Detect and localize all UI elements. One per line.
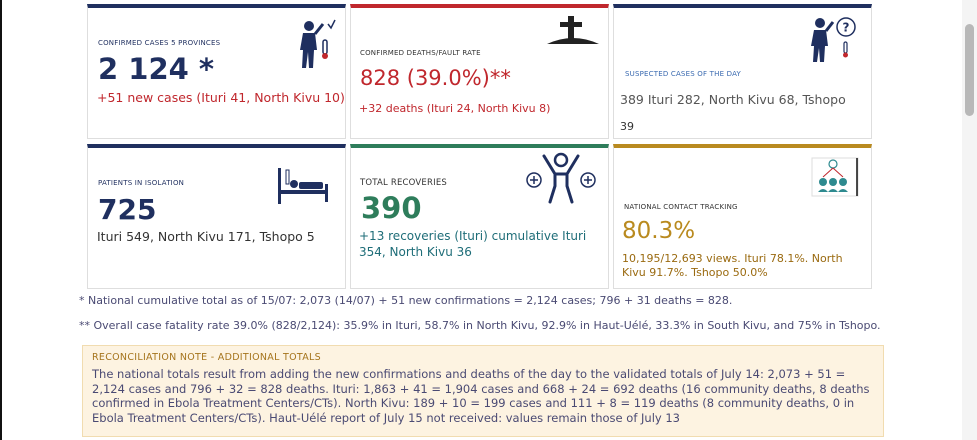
left-border (0, 0, 2, 440)
confirmed-cases-value: 2 124 * (98, 52, 215, 86)
patients-isolation-card (87, 144, 346, 289)
person-question-icon (806, 16, 858, 64)
contact-tracing-icon (810, 156, 860, 198)
person-thermometer-icon (293, 18, 337, 70)
total-recoveries-detail: +13 recoveries (Ituri) cumulative Ituri 354, North Kivu 36 (359, 229, 587, 259)
confirmed-deaths-detail: +32 deaths (Ituri 24, North Kivu 8) (359, 102, 551, 115)
total-recoveries-value: 390 (361, 191, 422, 225)
card-label: NATIONAL CONTACT TRACKING (624, 203, 738, 211)
reconciliation-note (82, 345, 884, 437)
contact-tracking-card (613, 144, 872, 289)
card-label: SUSPECTED CASES OF THE DAY (625, 70, 742, 78)
suspected-cases-card (613, 4, 872, 139)
card-label: PATIENTS IN ISOLATION (98, 179, 185, 187)
confirmed-cases-detail: +51 new cases (Ituri 41, North Kivu 10) (97, 90, 345, 105)
hospital-bed-icon (274, 166, 330, 206)
grave-cross-icon (547, 14, 599, 46)
reconciliation-title: RECONCILIATION NOTE - ADDITIONAL TOTALS (92, 352, 321, 363)
total-recoveries-card (350, 144, 609, 289)
recovered-person-icon (524, 152, 598, 204)
footnote-cumulative: * National cumulative total as of 15/07: 2,073 (14/07) + 51 new confirmations = 2,124 cases; 796 + 31 deaths = 828. (79, 294, 733, 307)
svg-text:?: ? (842, 20, 850, 35)
footnote-fatality-rate: ** Overall case fatality rate 39.0% (828/2,124): 35.9% in Ituri, 58.7% in North Kivu, 92.9% in Haut-Uélé, 33.3% in South Kivu, and 75% in Tshopo. (79, 319, 881, 332)
contact-tracking-value: 80.3% (622, 218, 696, 244)
card-label: TOTAL RECOVERIES (360, 178, 447, 188)
card-label: CONFIRMED CASES 5 PROVINCES (98, 39, 221, 47)
patients-isolation-detail: Ituri 549, North Kivu 171, Tshopo 5 (97, 229, 315, 244)
scrollbar-thumb[interactable] (965, 24, 974, 116)
patients-isolation-value: 725 (98, 193, 157, 226)
confirmed-deaths-card (350, 4, 609, 139)
reconciliation-text: The national totals result from adding the new confirmations and deaths of the day to the validated totals of July 14: 2,073 + 51 = 2,124 cases and 796 + 32 = 828 deaths. Ituri: 1,863 + 41 = 1,904 cases and 668 + 24 = 692 deaths (16 community deaths, 8 deaths confirmed in Ebola Treatment Centers/CTs). North Kivu: 189 + 10 = 199 cases and 111 + 8 = 119 deaths (8 community deaths, 0 in Ebola Treatment Centers/CTs). Haut-Uélé report of July 15 not received: values remain those of July 13 (92, 367, 870, 425)
contact-tracking-detail: 10,195/12,693 views. Ituri 78.1%. North Kivu 91.7%. Tshopo 50.0% (622, 252, 843, 279)
card-label: CONFIRMED DEATHS/FAULT RATE (360, 49, 481, 57)
suspected-cases-detail: 389 Ituri 282, North Kivu 68, Tshopo (620, 92, 846, 107)
suspected-cases-extra: 39 (620, 120, 634, 133)
confirmed-deaths-value: 828 (39.0%)** (360, 66, 511, 90)
confirmed-cases-card (87, 4, 346, 139)
